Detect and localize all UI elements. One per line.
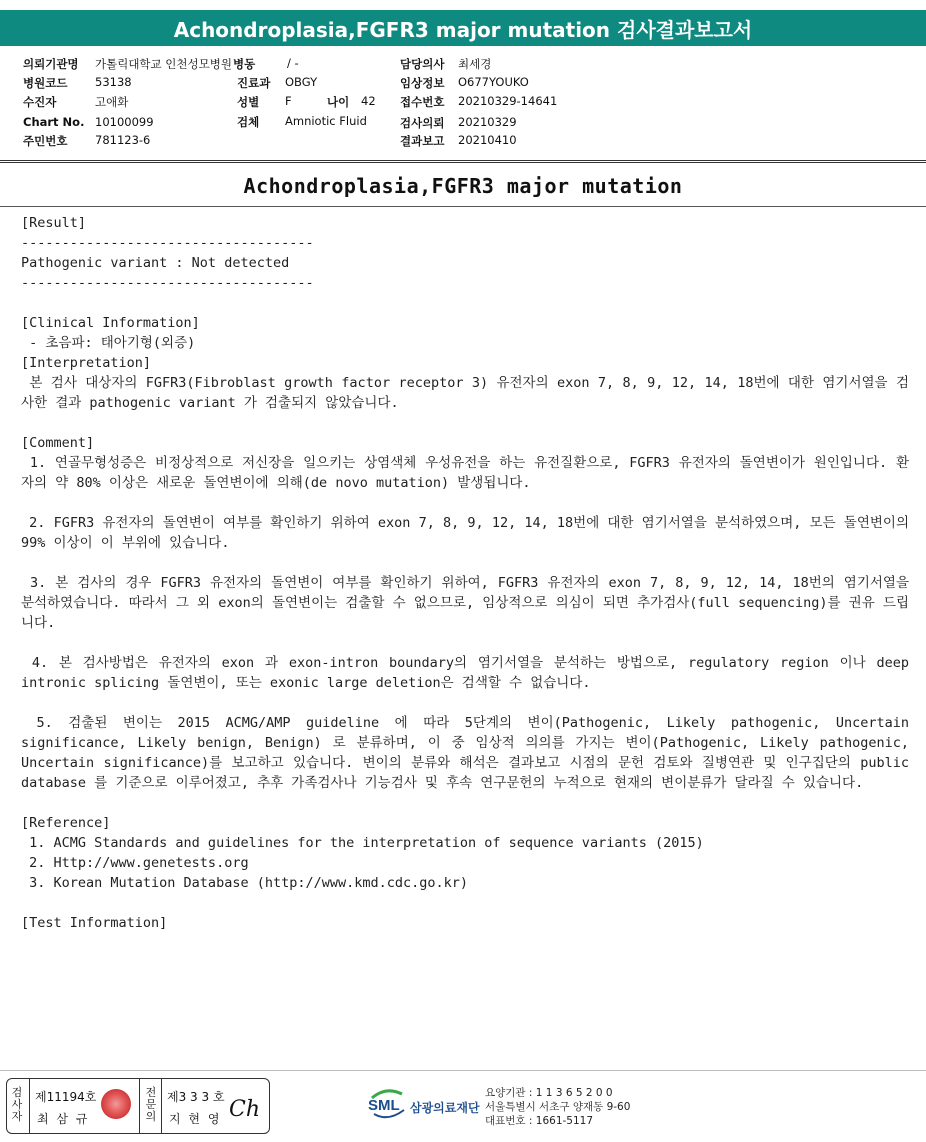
age-label: 나이 [327,95,350,109]
divider [29,1079,30,1133]
resident-id-label: 주민번호 [23,134,68,148]
report-banner [0,10,926,46]
request-date-label: 검사의뢰 [400,116,445,130]
sml-logo-icon [366,1086,410,1126]
divider [139,1079,140,1133]
patient-label: 수진자 [23,95,57,109]
reference-item: 1. ACMG Standards and guidelines for the interpretation of sequence variants (2015) [21,835,704,851]
report-date-value: 20210410 [458,133,517,147]
signature-box [6,1078,270,1134]
report-date-label: 결과보고 [400,134,445,148]
document-title: Achondroplasia,FGFR3 major mutation [243,174,683,198]
institution-value: 가톨릭대학교 인천성모병원 [95,57,232,71]
report-title: Achondroplasia,FGFR3 major mutation 검사결과보고서 [173,17,753,42]
seal-stamp-icon [101,1089,131,1119]
sex-value: F [285,94,292,108]
test-info-heading: [Test Information] [21,915,168,931]
address-line: 서울특별시 서초구 양재동 9-60 [485,1101,631,1113]
header-divider [0,160,926,163]
clinical-heading: [Clinical Information] [21,315,200,331]
dash-separator: ------------------------------------ [21,275,314,291]
comment-item: 1. 연골무형성증은 비정상적으로 저신장을 일으키는 상염색체 우성유전을 하는 유전질환으로, FGFR3 유전자의 돌연변이가 원인입니다. 환자의 약 80% 이상은 새로운 돌연변이에 의해(de novo mutation) 발생됩니다. [21,455,909,491]
clinical-info-label: 임상정보 [400,76,445,90]
reference-heading: [Reference] [21,815,111,831]
resident-id-value: 781123-6 [95,133,151,147]
examiner-name: 최 삼 규 [37,1112,90,1126]
request-date-value: 20210329 [458,115,517,129]
clinical-info-value: O677YOUKO [458,75,529,89]
organization-name: 삼광의료재단 [410,1101,480,1115]
examiner-vertical-text: 검 사 자 [11,1086,23,1123]
ward-value: / - [287,56,299,70]
patient-value: 고애화 [95,95,129,109]
chart-no-value: 10100099 [95,115,154,129]
dash-separator: ------------------------------------ [21,235,314,251]
age-value: 42 [361,94,376,108]
comment-heading: [Comment] [21,435,95,451]
reference-item: 3. Korean Mutation Database (http://www.kmd.cdc.go.kr) [21,875,469,891]
footer-divider [0,1070,926,1071]
phone-number: 대표번호 : 1661-5117 [485,1115,594,1127]
specialist-license: 제3 3 3 호 [167,1090,225,1104]
doctor-label: 담당의사 [400,57,445,71]
ward-label: 병동 [233,57,256,71]
report-body [21,213,918,933]
comment-item: 2. FGFR3 유전자의 돌연변이 여부를 확인하기 위하여 exon 7, 8, 9, 12, 14, 18번에 대한 염기서열을 분석하였으며, 모든 돌연변이의 99% 이상이 이 부위에 있습니다. [21,515,918,551]
sex-label: 성별 [237,95,260,109]
chart-no-label: Chart No. [23,115,85,129]
hospital-code-label: 병원코드 [23,76,68,90]
logo-text: SML [368,1097,400,1114]
signature-icon: Ch [229,1097,261,1122]
patient-info [0,54,926,150]
specimen-value: Amniotic Fluid [285,114,367,128]
specialist-vertical-label [144,1087,158,1123]
institution-label: 의뢰기관명 [23,57,79,71]
interpretation-heading: [Interpretation] [21,355,152,371]
comment-item: 5. 검출된 변이는 2015 ACMG/AMP guideline 에 따라 5단계의 변이(Pathogenic, Likely pathogenic, Uncertain significance, Likely benign, Benign) 로 분류하며, 이 중 임상적 의의를 가지는 변이(Pathogenic, Likely pathogenic, Uncertain significance)를 보고하고 있습니다. 변이의 분류와 해석은 결과보고 시점의 문헌 검토와 질병연관 및 인구집단의 public database 를 기준으로 이루어졌고, 추후 가족검사나 기능검사 및 후속 연구문헌의 누적으로 현재의 변이분류가 달라질 수 있습니다. [21,715,918,791]
comment-item: 4. 본 검사방법은 유전자의 exon 과 exon-intron boundary의 염기서열을 분석하는 방법으로, regulatory region 이나 deep intronic splicing 돌연변이, 또는 exonic large deletion은 검색할 수 없습니다. [21,655,918,691]
result-text: Pathogenic variant : Not detected [21,255,290,271]
comment-item: 3. 본 검사의 경우 FGFR3 유전자의 돌연변이 여부를 확인하기 위하여, FGFR3 유전자의 exon 7, 8, 9, 12, 14, 18번의 염기서열을 분석하였습니다. 따라서 그 외 exon의 돌연변이는 검출할 수 없으므로, 임상적으로 의심이 되면 추가검사(full sequencing)를 권유 드립니다. [21,575,918,631]
interpretation-text: 본 검사 대상자의 FGFR3(Fibroblast growth factor receptor 3) 유전자의 exon 7, 8, 9, 12, 14, 18번에 대한 염기서열을 검사한 결과 pathogenic variant 가 검출되지 않았습니다. [21,375,909,411]
registration-number: 요양기관 : 1 1 3 6 5 2 0 0 [485,1087,613,1099]
reference-item: 2. Http://www.genetests.org [21,855,249,871]
title-divider [0,206,926,207]
specialist-name: 지 현 영 [169,1112,222,1126]
organization-address [485,1086,630,1128]
examiner-vertical-label [10,1087,24,1123]
specialist-vertical-text: 전 문 의 [145,1086,157,1123]
specimen-label: 검체 [237,115,260,129]
examiner-license: 제11194호 [35,1090,97,1104]
dept-value: OBGY [285,75,318,89]
receipt-label: 접수번호 [400,95,445,109]
result-heading: [Result] [21,215,87,231]
clinical-text: - 초음파: 태아기형(외증) [21,335,196,351]
hospital-code-value: 53138 [95,75,132,89]
receipt-value: 20210329-14641 [458,94,558,108]
doctor-value: 최세경 [458,57,492,71]
divider [161,1079,162,1133]
dept-label: 진료과 [237,76,271,90]
